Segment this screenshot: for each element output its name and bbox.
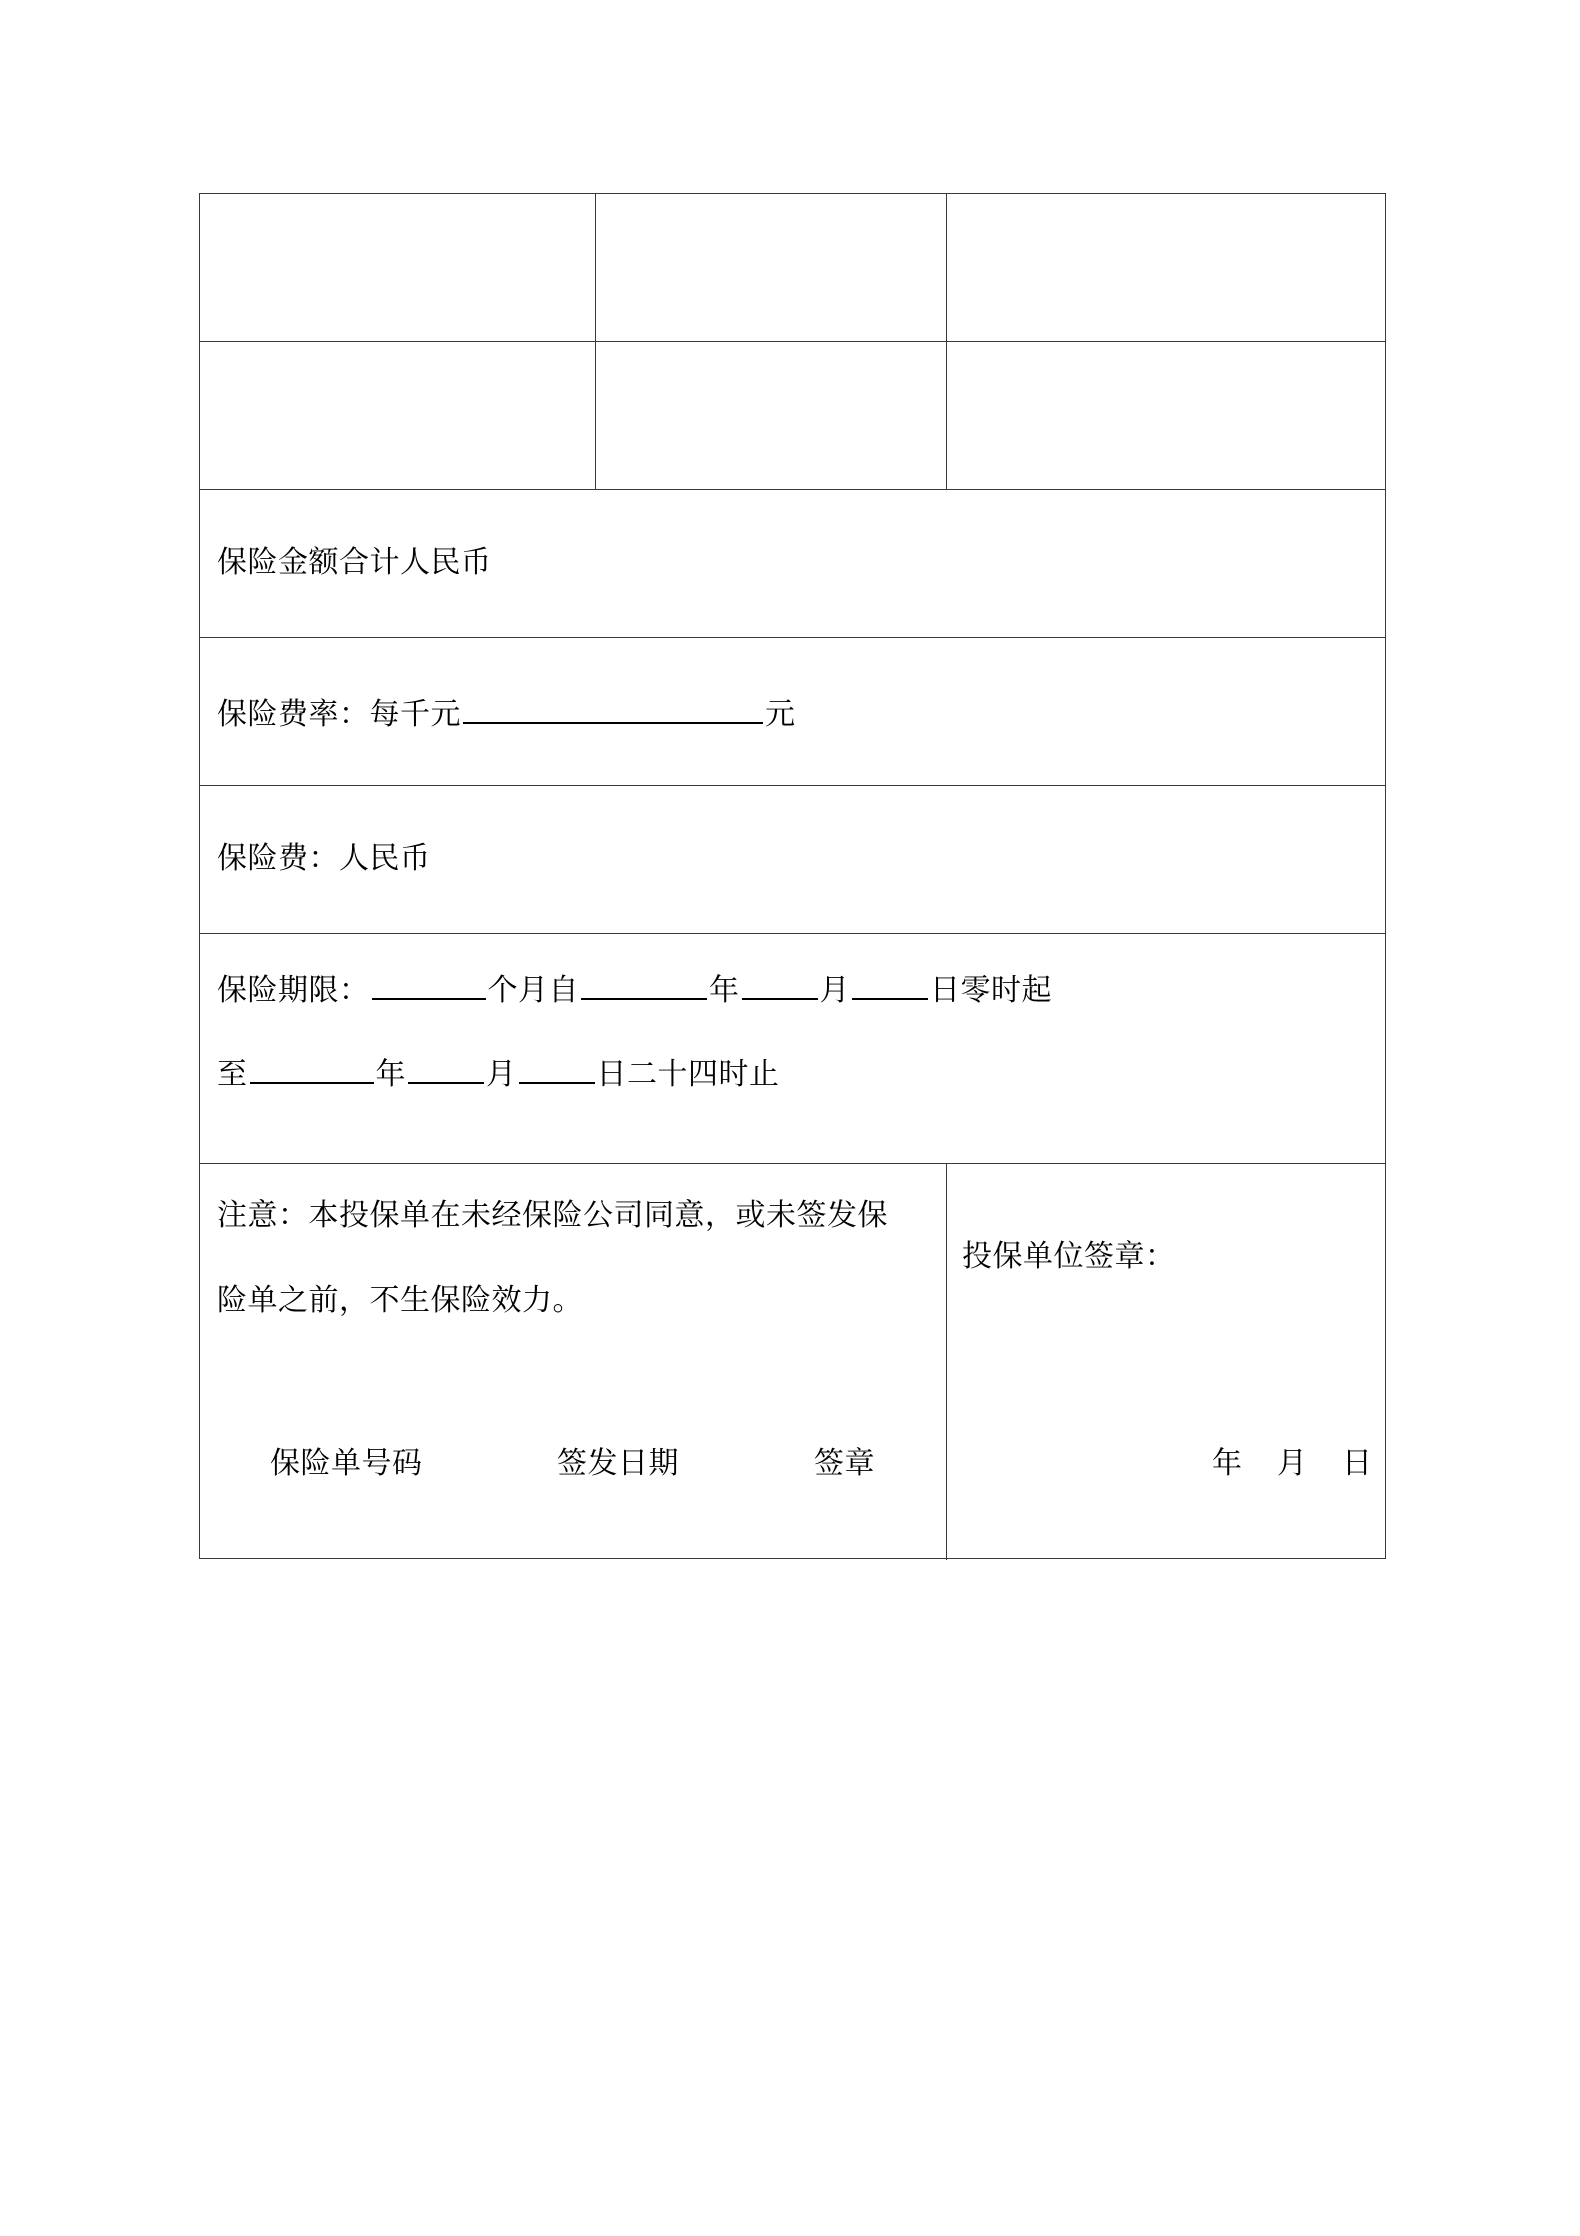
seal-label: 签章 [814, 1446, 875, 1481]
premium-rate-label: 保险费率：每千元 [217, 697, 461, 732]
empty-cell[interactable] [596, 342, 946, 489]
notice-line-2: 险单之前，不生保险效力。 [217, 1283, 583, 1318]
premium-rate-unit: 元 [765, 697, 796, 732]
start-day-blank[interactable] [852, 972, 928, 1000]
column-divider [946, 1163, 947, 1560]
start-year-blank[interactable] [581, 972, 707, 1000]
applicant-month-label: 月 [1277, 1446, 1308, 1481]
premium-rate-row [217, 696, 796, 730]
end-year-label: 年 [375, 1057, 406, 1092]
premium-rate-blank[interactable] [463, 696, 763, 724]
end-month-blank[interactable] [408, 1056, 484, 1084]
period-to: 至 [217, 1057, 248, 1092]
premium-label: 保险费：人民币 [217, 841, 431, 876]
policy-number-label: 保险单号码 [270, 1446, 423, 1481]
start-month-label: 月 [819, 973, 850, 1008]
applicant-seal-label: 投保单位签章： [962, 1239, 1176, 1274]
end-year-blank[interactable] [250, 1056, 374, 1084]
period-start-line [217, 972, 1052, 1006]
row-divider [200, 785, 1385, 786]
empty-cell[interactable] [596, 194, 946, 341]
insurance-application-form [199, 193, 1386, 1559]
issue-date-label: 签发日期 [557, 1446, 679, 1481]
end-month-label: 月 [486, 1057, 517, 1092]
applicant-day-label: 日 [1342, 1446, 1373, 1481]
notice-line-1: 注意：本投保单在未经保险公司同意，或未签发保 [217, 1198, 888, 1233]
start-suffix: 日零时起 [930, 973, 1052, 1008]
row-divider [200, 637, 1385, 638]
row-divider [200, 933, 1385, 934]
row-divider [200, 1163, 1385, 1164]
end-suffix: 日二十四时止 [596, 1057, 780, 1092]
end-day-blank[interactable] [519, 1056, 595, 1084]
empty-cell[interactable] [947, 342, 1385, 489]
start-year-label: 年 [709, 973, 740, 1008]
months-blank[interactable] [372, 972, 486, 1000]
applicant-year-label: 年 [1212, 1446, 1243, 1481]
empty-cell[interactable] [200, 342, 595, 489]
period-prefix: 保险期限： [217, 973, 370, 1008]
empty-cell[interactable] [947, 194, 1385, 341]
row-divider [200, 489, 1385, 490]
months-suffix: 个月自 [487, 973, 579, 1008]
empty-cell[interactable] [200, 194, 595, 341]
start-month-blank[interactable] [742, 972, 818, 1000]
total-amount-label: 保险金额合计人民币 [217, 545, 492, 580]
period-end-line [217, 1056, 780, 1090]
